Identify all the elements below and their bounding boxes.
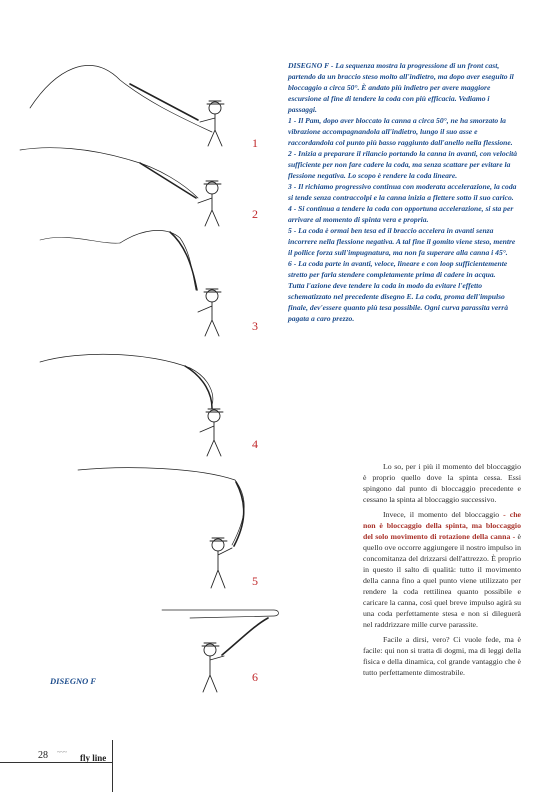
figure-number-5: 5: [252, 574, 258, 588]
figure-number-1: 1: [252, 136, 258, 150]
caption-step-2: 2 - Inizia a preparare il rilancio portando la canna in avanti, con velocità sufficiente per non fare cadere la coda, ma senza scattare per evitare la flessione negativa. Lo scopo è rendere la coda lineare.: [288, 149, 518, 180]
caption-closing: Tutta l'azione deve tendere la coda in modo da evitare l'effetto schematizzato nel precedente disegno E. La coda, proma dell'impulso finale, dev'essere quanto più tesa possibile. Ogni curva parassita verrà pagata a caro prezzo.: [288, 281, 509, 323]
caption-step-3: 3 - Il richiamo progressivo continua con moderata accelerazione, la coda si tende senza contraccolpi e la canna inizia a flettere sotto il suo carico.: [288, 182, 517, 202]
magazine-name: fly line: [80, 753, 107, 763]
footer-vertical-divider: [112, 740, 113, 792]
caption-title: DISEGNO F: [288, 61, 330, 70]
caption-step-6: 6 - La coda parte in avanti, veloce, lineare e con loop sufficientemente stretto per farla stendere completamente prima di cadere in acqua.: [288, 259, 508, 279]
caption-step-1: 1 - Il Pam, dopo aver bloccato la canna a circa 50°, ne ha smorzato la vibrazione accompagnandola all'indietro, lungo il suo asse e raccordandola col punto più basso raggiunto dall'anello nella flessione.: [288, 116, 513, 147]
caption-intro: DISEGNO F - La sequenza mostra la progressione di un front cast, partendo da un braccio steso molto all'indietro, ma dopo aver eseguito il bloccaggio a circa 50°. È andato più indietro per avere maggiore escursione al fine di tendere la coda con più efficacia. Vediamo i passaggi.: [288, 61, 514, 114]
highlighted-phrase: - che non è bloccaggio della spinta, ma bloccaggio del solo movimento di rotazione della canna -: [363, 510, 521, 541]
caption-step-5: 5 - La coda è ormai ben tesa ed il braccio accelera in avanti senza incorrere nella flessione negativa. A tal fine il gomito viene steso, mentre il pollice forza sull'impugnatura, ma non fa superare alla canna i 45°.: [288, 226, 516, 257]
article-body: [363, 461, 521, 682]
figure-caption: [288, 60, 520, 324]
figure-label: DISEGNO F: [50, 676, 97, 686]
page-number: 28: [38, 750, 48, 761]
figure-number-6: 6: [252, 670, 258, 684]
figure-number-2: 2: [252, 207, 258, 221]
body-paragraph-1: Lo so, per i più il momento del bloccaggio è proprio quello dove la spinta cessa. Essi spingono dal punto di bloccaggio precedente e cessano la spinta al bloccaggio successivo.: [363, 462, 521, 504]
casting-sequence-drawing: [0, 0, 280, 700]
body-paragraph-2: Invece, il momento del bloccaggio - che non è bloccaggio della spinta, ma bloccaggio del solo movimento di rotazione della canna - è quello ove occorre aggiungere il nostro impulso in concomitanza del drizzarsi dell'attrezzo. È proprio in questo il salto di qualità: tutto il movimento della canna fino a quel punto viene utilizzato per rendere la coda rettilinea quanto possibile e caricare la canna, così quel breve impulso agirà su una coda perfettamente stesa e non si dileguerà nel raddrizzare mille curve parassite.: [363, 510, 521, 629]
magazine-logo: ~~~: [57, 750, 67, 756]
figure-number-3: 3: [252, 319, 258, 333]
caption-step-4: 4 - Si continua a tendere la coda con opportuna accelerazione, si sta per arrivare al momento di spinta vera e propria.: [288, 204, 514, 224]
figure-number-4: 4: [252, 437, 258, 451]
body-paragraph-3: Facile a dirsi, vero? Ci vuole fede, ma è facile: qui non si tratta di dogmi, ma di leggi della fisica e della dinamica, col grande vantaggio che è tutto perfettamente dimostrabile.: [363, 635, 521, 677]
